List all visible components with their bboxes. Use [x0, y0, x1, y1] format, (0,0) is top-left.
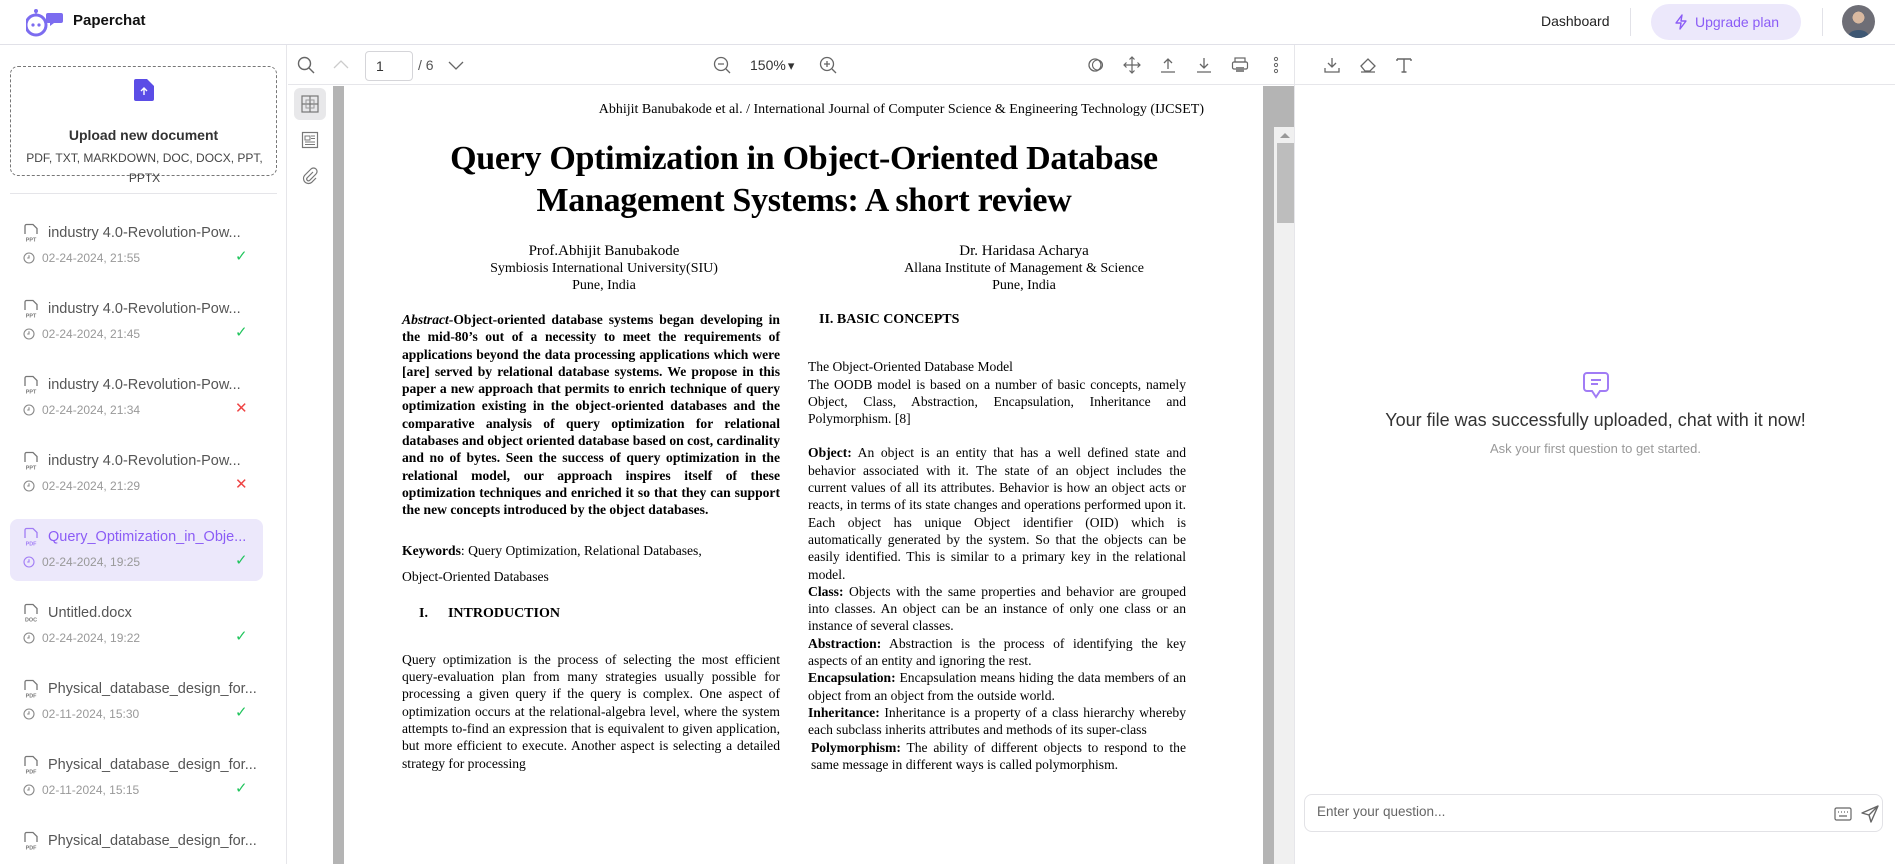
zoom-in-icon[interactable]: [818, 55, 838, 75]
running-head: Abhijit Banubakode et al. / International Journal of Computer Science & Engineering Technology (IJCSET): [598, 102, 1204, 117]
app-header: [0, 0, 1895, 45]
vertical-scrollbar[interactable]: [1274, 127, 1294, 864]
concept-inheritance: [808, 704, 1186, 739]
introduction-text: Query optimization is the process of selecting the most efficient query-evaluation plan from many strategies usually possible for processing a given query if the query is complex. One aspect of optimization occurs at the relational-algebra level, where the system attempts to-find an expression that is equivalent to given application, but more efficient to execute. Another aspect is selecting a detailed strategy for processing: [402, 651, 780, 771]
svg-text:PPT: PPT: [25, 313, 37, 319]
concept-label: Polymorphism:: [811, 739, 901, 755]
pdf-page: [344, 86, 1263, 864]
file-list-item[interactable]: [10, 671, 263, 733]
svg-text:PDF: PDF: [25, 541, 37, 547]
check-icon: ✓: [235, 324, 248, 341]
svg-text:PDF: PDF: [25, 769, 37, 775]
svg-text:DOC: DOC: [25, 617, 37, 623]
concept-text: Encapsulation means hiding the data members of an object from an object from the outside world.: [808, 670, 1186, 703]
left-column: [402, 311, 780, 772]
svg-text:PDF: PDF: [25, 845, 37, 851]
section-title: INTRODUCTION: [447, 605, 560, 621]
concept-text: Abstraction is the process of identifying the key aspects of an entity and ignoring the rest.: [808, 635, 1186, 669]
concept-label: Inheritance:: [808, 704, 880, 720]
download-icon[interactable]: [1194, 55, 1214, 75]
concept-label: Object:: [808, 445, 852, 461]
thumbnails-icon: [301, 95, 319, 113]
previous-page-icon[interactable]: [331, 55, 351, 75]
file-list-item[interactable]: [10, 291, 263, 353]
author-name: Prof.Abhijit Banubakode: [528, 243, 680, 259]
theme-toggle-icon[interactable]: [1086, 55, 1106, 75]
robot-chat-logo-icon[interactable]: [26, 7, 64, 37]
file-date: 02-11-2024, 15:30: [42, 707, 140, 721]
file-doc-icon: [23, 603, 39, 623]
more-options-icon[interactable]: [1266, 55, 1286, 75]
check-icon: ✓: [235, 628, 248, 645]
scrollbar-thumb[interactable]: [1277, 143, 1294, 223]
clock-icon: [23, 252, 35, 264]
abstract: [402, 311, 780, 519]
svg-text:PPT: PPT: [25, 465, 37, 471]
file-name: industry 4.0-Revolution-Pow...: [48, 377, 241, 393]
concept-object: [808, 444, 1186, 582]
chat-empty-title: Your file was successfully uploaded, chat with it now!: [1385, 410, 1806, 430]
dashboard-link[interactable]: Dashboard: [1541, 13, 1610, 29]
clock-icon: [23, 632, 35, 644]
author-location: Pune, India: [572, 278, 636, 293]
file-list-item[interactable]: [10, 215, 263, 277]
file-list-item[interactable]: [10, 823, 263, 864]
file-list-item[interactable]: [10, 443, 263, 505]
user-avatar[interactable]: [1842, 5, 1875, 38]
page-number-input[interactable]: [365, 51, 413, 81]
concept-text: The ability of different objects to respond to the same message in different ways is called polymorphism.: [811, 739, 1186, 772]
next-page-icon[interactable]: [446, 55, 466, 75]
svg-text:PPT: PPT: [25, 237, 37, 243]
clock-icon: [23, 404, 35, 416]
lightning-icon: [1673, 14, 1689, 30]
header-divider: [1822, 8, 1823, 36]
attachments-button[interactable]: [294, 160, 326, 192]
file-ppt-icon: [23, 451, 39, 471]
download-chat-icon[interactable]: [1322, 55, 1342, 75]
clock-icon: [23, 556, 35, 568]
file-date: 02-24-2024, 19:25: [42, 555, 141, 569]
file-list-item[interactable]: [10, 367, 263, 429]
chevron-down-icon: ▾: [787, 58, 795, 73]
svg-text:PDF: PDF: [25, 693, 37, 699]
pdf-viewer: [288, 45, 1294, 864]
file-ppt-icon: [23, 375, 39, 395]
upgrade-plan-label: Upgrade plan: [1694, 14, 1780, 30]
chat-empty-state: [1295, 370, 1895, 456]
file-list-item[interactable]: [10, 595, 263, 657]
author-block: [824, 243, 1224, 294]
viewer-toolbar: [288, 45, 1294, 85]
author-affiliation: Allana Institute of Management & Science: [904, 261, 1144, 276]
app-title: Paperchat: [73, 12, 146, 29]
file-pdf-icon: [23, 679, 39, 699]
keyboard-icon[interactable]: [1834, 806, 1852, 822]
print-icon[interactable]: [1230, 55, 1250, 75]
file-ppt-icon: [23, 223, 39, 243]
section-heading-introduction: [402, 605, 780, 622]
error-x-icon: ✕: [235, 476, 248, 493]
text-icon[interactable]: [1394, 55, 1414, 75]
thumbnails-button[interactable]: [294, 88, 326, 120]
file-pdf-icon: [23, 831, 39, 851]
file-date: 02-24-2024, 21:45: [42, 327, 141, 341]
file-date: 02-11-2024, 15:15: [42, 783, 140, 797]
model-text: The OODB model is based on a number of basic concepts, namely Object, Class, Abstraction, Encapsulation, Inheritance and Polymorphism. [8]: [808, 376, 1186, 427]
file-date: 02-24-2024, 21:29: [42, 479, 141, 493]
file-list-item[interactable]: [10, 747, 263, 809]
upload-title: Upload new document: [68, 127, 219, 143]
abstract-text: Object-oriented database systems began developing in the mid-80’s out of a necessity to meet the requirements of applications beyond the data processing applications which were [are] served by relational database systems. We propose in this paper a new approach that permits to enrich technique of query optimization existing in the object-oriented databases and the comparative analysis of query optimization for relational databases and object oriented database based on cost, cardinality and no of bytes. Seen the success of query optimization in the relational model, our approach inspires itself of these optimization techniques and enriched it so that they can support the new concepts introduced by the object databases.: [402, 312, 780, 518]
right-column: [808, 311, 1186, 773]
file-name: industry 4.0-Revolution-Pow...: [48, 301, 241, 317]
file-date: 02-24-2024, 19:22: [42, 631, 141, 645]
concept-text: Objects with the same properties and behavior are grouped into classes. An object can be an instance of only one class or an instance of several classes.: [808, 583, 1186, 634]
author-name: Dr. Haridasa Acharya: [959, 243, 1089, 259]
file-name: industry 4.0-Revolution-Pow...: [48, 453, 241, 469]
concept-label: Class:: [808, 583, 844, 599]
author-block: [404, 243, 804, 294]
clock-icon: [23, 480, 35, 492]
keywords-text: : Query Optimization, Relational Databases,: [460, 542, 702, 558]
file-name: Physical_database_design_for...: [48, 833, 257, 849]
send-icon[interactable]: [1860, 804, 1880, 824]
subsection-heading: The Object-Oriented Database Model: [808, 359, 1013, 375]
paperclip-icon: [301, 167, 319, 185]
document-outline-icon: [301, 131, 319, 149]
section-heading-basic-concepts: II. BASIC CONCEPTS: [819, 312, 960, 327]
chat-empty-subtitle: Ask your first question to get started.: [1490, 441, 1701, 456]
paper-title-line: Management Systems: A short review: [536, 182, 1072, 219]
chat-input-box: [1304, 794, 1883, 832]
zoom-level: 150%: [750, 57, 786, 73]
search-icon[interactable]: [296, 55, 316, 75]
viewer-side-toolbar: [288, 86, 333, 864]
upgrade-plan-button[interactable]: [1651, 4, 1801, 40]
upload-dropzone[interactable]: [10, 66, 277, 185]
check-icon: ✓: [235, 248, 248, 265]
file-date: 02-24-2024, 21:55: [42, 251, 141, 265]
file-pdf-icon: [23, 755, 39, 775]
file-ppt-icon: [23, 299, 39, 319]
concept-abstraction: [808, 635, 1186, 670]
svg-text:PPT: PPT: [25, 389, 37, 395]
sidebar-divider: [10, 193, 277, 194]
paper-title: [374, 138, 1234, 222]
keywords-label: Keywords: [402, 542, 461, 558]
file-list-item[interactable]: [10, 519, 263, 581]
paper-title-line: Query Optimization in Object-Oriented Database: [450, 140, 1158, 177]
file-list: [10, 215, 263, 864]
concept-encapsulation: [808, 669, 1186, 704]
check-icon: ✓: [235, 704, 248, 721]
concept-polymorphism: [808, 739, 1186, 774]
concept-label: Abstraction:: [808, 635, 882, 651]
file-name: Untitled.docx: [48, 605, 132, 621]
file-pdf-icon: [23, 527, 39, 547]
message-icon: [1581, 370, 1611, 400]
pdf-canvas-area[interactable]: [333, 86, 1294, 864]
chat-panel: [1294, 45, 1895, 864]
author-location: Pune, India: [992, 278, 1056, 293]
check-icon: ✓: [235, 552, 248, 569]
chat-toolbar: [1295, 45, 1895, 85]
page-total: / 6: [418, 57, 434, 73]
concept-label: Encapsulation:: [808, 670, 896, 686]
keywords: [402, 538, 780, 590]
error-x-icon: ✕: [235, 400, 248, 417]
clock-icon: [23, 328, 35, 340]
keywords-text: Object-Oriented Databases: [402, 568, 549, 584]
file-name: industry 4.0-Revolution-Pow...: [48, 225, 241, 241]
scroll-up-icon[interactable]: [1280, 133, 1290, 138]
concept-text: An object is an entity that has a well defined state and behavior associated with it. The state of an object includes the current values of all its attributes. Behavior is how an object acts or reacts, in terms of its state changes and operations performed upon it. Each object has unique Object identifier (OID) which is automatically generated by the system. So that the objects can be easily identified. This is similar to a primary key in the relational model.: [808, 445, 1186, 582]
file-date: 02-24-2024, 21:34: [42, 403, 141, 417]
file-name: Physical_database_design_for...: [48, 757, 257, 773]
section-number: I.: [419, 605, 428, 621]
zoom-level-select[interactable]: [750, 57, 794, 74]
upload-file-types: PDF, TXT, MARKDOWN, DOC, DOCX, PPT, PPTX: [26, 151, 263, 185]
check-icon: ✓: [235, 780, 248, 797]
file-name: Query_Optimization_in_Obje...: [48, 529, 247, 545]
sidebar: [0, 45, 287, 864]
clock-icon: [23, 708, 35, 720]
upload-icon[interactable]: [1158, 55, 1178, 75]
file-name: Physical_database_design_for...: [48, 681, 257, 697]
clock-icon: [23, 784, 35, 796]
concept-text: Inheritance is a property of a class hierarchy whereby each subclass inherits attributes and methods of its super-class: [808, 704, 1186, 738]
header-divider: [1630, 8, 1631, 36]
move-icon[interactable]: [1122, 55, 1142, 75]
upload-file-icon: [134, 79, 154, 101]
abstract-label: Abstract-: [402, 312, 454, 327]
author-affiliation: Symbiosis International University(SIU): [490, 261, 718, 276]
outline-button[interactable]: [294, 124, 326, 156]
concept-class: [808, 583, 1186, 635]
zoom-out-icon[interactable]: [712, 55, 732, 75]
question-input[interactable]: [1317, 804, 1797, 819]
eraser-icon[interactable]: [1358, 55, 1378, 75]
